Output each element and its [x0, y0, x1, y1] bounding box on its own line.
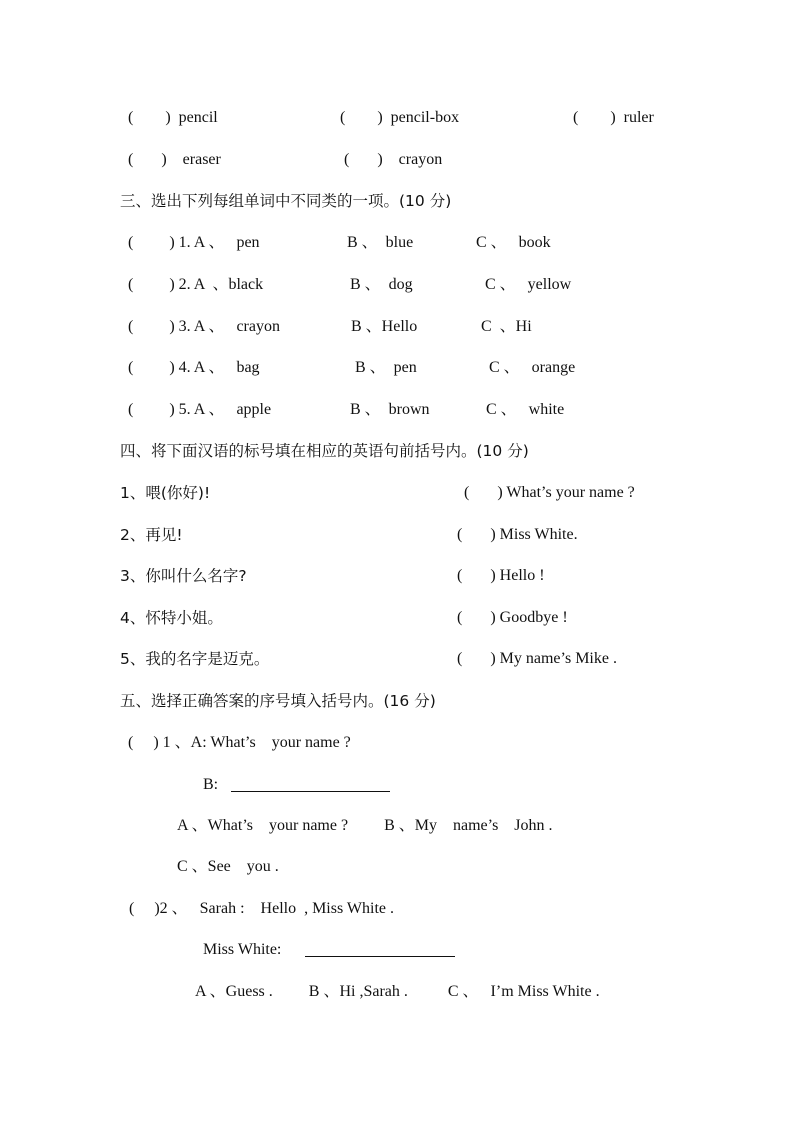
word-item-ruler: ( ) ruler	[573, 109, 654, 126]
word-item-pencil-box: ( ) pencil-box	[340, 109, 460, 126]
english-sentence-3: ( ) Hello !	[457, 567, 545, 584]
section-5-q1-answer-blank	[231, 791, 390, 792]
section-5-q1-answer-label: B:	[203, 776, 219, 793]
section-5-q2-answer-blank	[305, 956, 455, 957]
section-3-q2-option-a: ( ) 2. A 、black	[128, 276, 264, 293]
chinese-phrase-5: 5、我的名字是迈克。	[120, 650, 270, 668]
section-5-q2-question: ( )2 、 Sarah : Hello , Miss White .	[129, 900, 395, 917]
section-5-q1-options-line-1: A 、What’s your name ? B 、My name’s John .	[177, 817, 553, 834]
word-item-pencil: ( ) pencil	[128, 109, 218, 126]
section-3-q1-option-b: B 、 blue	[347, 234, 414, 251]
section-3-q2-option-b: B 、 dog	[350, 276, 413, 293]
section-3-q5-option-c: C 、 white	[486, 401, 565, 418]
chinese-phrase-2: 2、再见!	[120, 526, 183, 544]
section-5-q2-options: A 、Guess . B 、Hi ,Sarah . C 、 I’m Miss White .	[195, 983, 600, 1000]
section-3-q3-option-c: C 、Hi	[481, 318, 532, 335]
word-item-crayon: ( ) crayon	[344, 151, 443, 168]
section-5-heading: 五、选择正确答案的序号填入括号内。(16 分)	[120, 692, 436, 710]
english-sentence-2: ( ) Miss White.	[457, 526, 578, 543]
english-sentence-1: ( ) What’s your name ?	[464, 484, 635, 501]
section-3-q4-option-c: C 、 orange	[489, 359, 576, 376]
section-3-q3-option-a: ( ) 3. A 、 crayon	[128, 318, 280, 335]
section-3-q2-option-c: C 、 yellow	[485, 276, 572, 293]
english-sentence-5: ( ) My name’s Mike .	[457, 650, 617, 667]
section-3-q5-option-a: ( ) 5. A 、 apple	[128, 401, 272, 418]
section-5-q2-answer-label: Miss White:	[203, 941, 282, 958]
section-3-q5-option-b: B 、 brown	[350, 401, 430, 418]
section-3-q3-option-b: B 、Hello	[351, 318, 418, 335]
section-3-q4-option-a: ( ) 4. A 、 bag	[128, 359, 260, 376]
word-item-eraser: ( ) eraser	[128, 151, 221, 168]
section-5-q1-question: ( ) 1 、A: What’s your name ?	[128, 734, 351, 751]
section-4-heading: 四、将下面汉语的标号填在相应的英语句前括号内。(10 分)	[120, 442, 529, 460]
section-3-q1-option-a: ( ) 1. A 、 pen	[128, 234, 260, 251]
section-3-q4-option-b: B 、 pen	[355, 359, 417, 376]
chinese-phrase-4: 4、怀特小姐。	[120, 609, 223, 627]
chinese-phrase-3: 3、你叫什么名字?	[120, 567, 247, 585]
section-3-q1-option-c: C 、 book	[476, 234, 551, 251]
english-sentence-4: ( ) Goodbye !	[457, 609, 568, 626]
section-3-heading: 三、选出下列每组单词中不同类的一项。(10 分)	[120, 192, 452, 210]
section-5-q1-options-line-2: C 、See you .	[177, 858, 279, 875]
chinese-phrase-1: 1、喂(你好)!	[120, 484, 211, 502]
